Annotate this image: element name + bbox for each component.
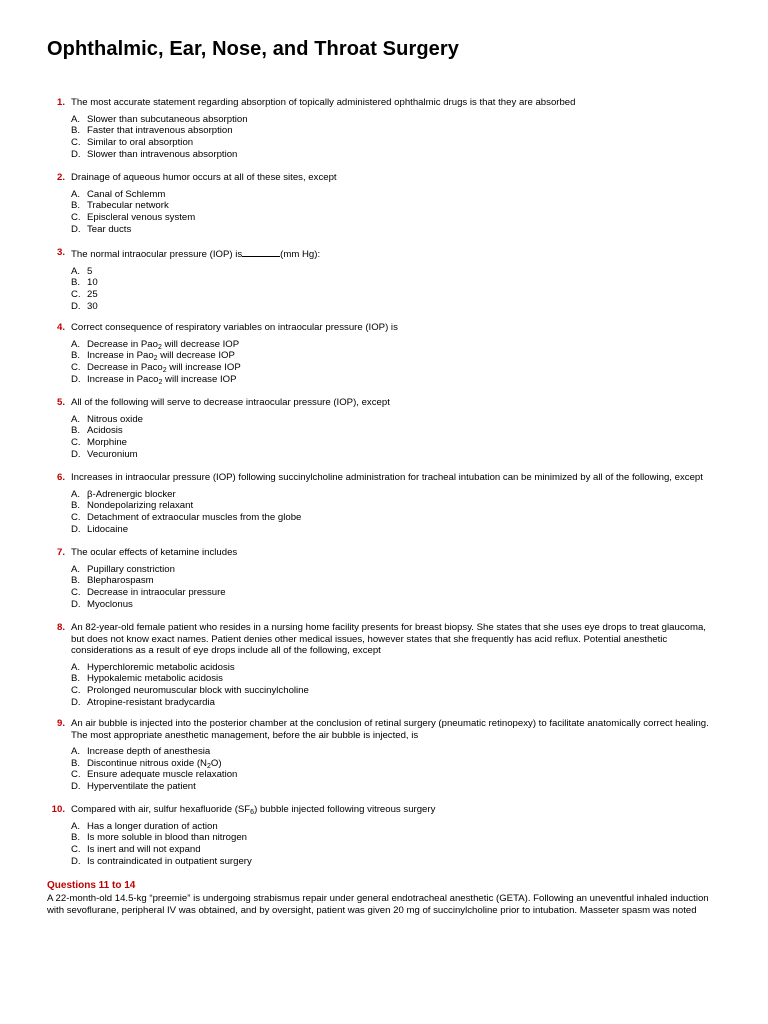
- question-number: 6.: [56, 472, 65, 483]
- option-letter: B.: [71, 125, 81, 137]
- option-text-part: Decrease in Pao: [87, 338, 158, 350]
- question-text: Drainage of aqueous humor occurs at all of these sites, except: [71, 172, 337, 183]
- answer-option: [71, 524, 717, 536]
- option-text: Ensure adequate muscle relaxation: [87, 769, 238, 781]
- option-text: Similar to oral absorption: [87, 136, 194, 148]
- answer-option: [71, 224, 717, 236]
- option-list: [47, 114, 717, 161]
- option-letter: A.: [71, 413, 81, 425]
- answer-option: [71, 599, 717, 611]
- option-letter: B.: [71, 200, 81, 212]
- option-text: Acidosis: [87, 425, 123, 437]
- option-letter: C.: [71, 136, 81, 148]
- answer-option: [71, 449, 717, 461]
- option-list: [47, 821, 717, 868]
- question-item: [47, 322, 717, 385]
- answer-option: [71, 746, 717, 758]
- option-list: [47, 339, 717, 386]
- question-stem: [47, 622, 717, 657]
- question-stem: [47, 472, 717, 484]
- option-list: [47, 489, 717, 536]
- answer-option: [71, 362, 717, 374]
- option-text: Canal of Schlemm: [87, 188, 166, 200]
- answer-option: [71, 137, 717, 149]
- option-letter: B.: [71, 673, 81, 685]
- option-text-part: O): [210, 757, 222, 769]
- option-text-part: Increase in Paco: [87, 373, 159, 385]
- option-letter: B.: [71, 575, 81, 587]
- question-item: [47, 172, 717, 235]
- option-text: Tear ducts: [87, 223, 132, 235]
- question-text: An air bubble is injected into the posterior chamber at the conclusion of retinal surgery (pneumatic retinopexy) to facilitate anatomically correct healing. The most appropriate anesthetic management, before the air bubble is injected, is: [71, 718, 709, 741]
- answer-option: [71, 277, 717, 289]
- answer-option: [71, 350, 717, 362]
- answer-option: [71, 301, 717, 313]
- question-text: The ocular effects of ketamine includes: [71, 547, 238, 558]
- option-text: Is more soluble in blood than nitrogen: [87, 832, 247, 844]
- question-item: [47, 547, 717, 610]
- option-letter: C.: [71, 843, 81, 855]
- option-text: Morphine: [87, 436, 127, 448]
- option-letter: A.: [71, 265, 81, 277]
- option-text-part: will increase IOP: [166, 361, 241, 373]
- option-letter: A.: [71, 820, 81, 832]
- question-item: [47, 804, 717, 867]
- option-letter: A.: [71, 113, 81, 125]
- answer-option: [71, 374, 717, 386]
- option-list: [47, 662, 717, 709]
- subscript: 2: [153, 355, 158, 363]
- option-text: Hyperchloremic metabolic acidosis: [87, 661, 235, 673]
- question-text-part: The normal intraocular pressure (IOP) is: [71, 249, 243, 260]
- answer-option: [71, 114, 717, 126]
- option-letter: D.: [71, 696, 81, 708]
- option-text: Hypokalemic metabolic acidosis: [87, 673, 223, 685]
- question-stem: [47, 718, 717, 741]
- question-number: 5.: [56, 397, 65, 408]
- question-text: All of the following will serve to decrease intraocular pressure (IOP), except: [71, 397, 390, 408]
- option-text: Is contraindicated in outpatient surgery: [87, 855, 252, 867]
- option-text: β-Adrenergic blocker: [87, 488, 176, 500]
- question-text-part: Compared with air, sulfur hexafluoride (SF: [71, 804, 251, 815]
- option-list: [47, 266, 717, 313]
- answer-option: [71, 289, 717, 301]
- option-letter: D.: [71, 300, 81, 312]
- option-letter: C.: [71, 361, 81, 373]
- option-text: Detachment of extraocular muscles from the globe: [87, 511, 302, 523]
- question-item: [47, 97, 717, 160]
- answer-option: [71, 500, 717, 512]
- option-letter: C.: [71, 436, 81, 448]
- option-letter: C.: [71, 586, 81, 598]
- option-letter: B.: [71, 350, 81, 362]
- subscript: 2: [162, 366, 167, 374]
- option-letter: B.: [71, 425, 81, 437]
- option-text-part: Decrease in Paco: [87, 361, 163, 373]
- question-stem: [47, 547, 717, 559]
- option-text: Faster that intravenous absorption: [87, 125, 233, 137]
- answer-option: [71, 212, 717, 224]
- option-letter: C.: [71, 684, 81, 696]
- option-list: [47, 414, 717, 461]
- answer-option: [71, 266, 717, 278]
- answer-option: [71, 781, 717, 793]
- answer-option: [71, 673, 717, 685]
- question-stem: [47, 247, 717, 261]
- option-letter: A.: [71, 563, 81, 575]
- option-text: 25: [87, 288, 98, 300]
- option-text: Lidocaine: [87, 523, 129, 535]
- option-letter: D.: [71, 373, 81, 385]
- option-text: Trabecular network: [87, 200, 169, 212]
- question-number: 3.: [56, 247, 65, 258]
- option-letter: D.: [71, 448, 81, 460]
- option-text: Pupillary constriction: [87, 563, 175, 575]
- option-letter: D.: [71, 855, 81, 867]
- answer-option: [71, 437, 717, 449]
- option-text: Atropine-resistant bradycardia: [87, 696, 215, 708]
- question-number: 1.: [56, 97, 65, 108]
- question-text-part: ) bubble injected following vitreous surgery: [254, 804, 436, 815]
- question-number: 9.: [56, 718, 65, 729]
- option-letter: A.: [71, 488, 81, 500]
- option-text: 30: [87, 300, 98, 312]
- answer-option: [71, 125, 717, 137]
- option-text: Decrease in intraocular pressure: [87, 586, 226, 598]
- answer-option: [71, 489, 717, 501]
- answer-option: [71, 339, 717, 351]
- option-text: Prolonged neuromuscular block with succinylcholine: [87, 684, 309, 696]
- answer-blank: [242, 247, 280, 257]
- option-letter: D.: [71, 781, 81, 793]
- option-letter: A.: [71, 188, 81, 200]
- question-item: [47, 247, 717, 312]
- question-stem: [47, 397, 717, 409]
- question-number: 8.: [56, 622, 65, 633]
- answer-option: [71, 149, 717, 161]
- question-number: 2.: [56, 172, 65, 183]
- answer-option: [71, 769, 717, 781]
- question-text: The most accurate statement regarding absorption of topically administered ophthalmic drugs is that they are absorbed: [71, 97, 576, 108]
- subscript: 2: [206, 762, 211, 770]
- option-text: Vecuronium: [87, 448, 138, 460]
- answer-option: [71, 564, 717, 576]
- option-letter: D.: [71, 148, 81, 160]
- question-number: 7.: [56, 547, 65, 558]
- question-text-part: (mm Hg):: [280, 249, 321, 260]
- option-letter: A.: [71, 338, 81, 350]
- option-text-part: Increase in Pao: [87, 350, 154, 362]
- option-text: Myoclonus: [87, 598, 133, 610]
- question-number: 4.: [56, 322, 65, 333]
- option-text: Nondepolarizing relaxant: [87, 500, 194, 512]
- option-text: Slower than intravenous absorption: [87, 148, 238, 160]
- question-stem: [47, 172, 717, 184]
- answer-option: [71, 844, 717, 856]
- option-text: Hyperventilate the patient: [87, 781, 196, 793]
- section-heading: Questions 11 to 14: [47, 880, 136, 891]
- answer-option: [71, 697, 717, 709]
- option-letter: B.: [71, 757, 81, 769]
- answer-option: [71, 587, 717, 599]
- subscript: 2: [157, 343, 162, 351]
- option-letter: D.: [71, 523, 81, 535]
- option-text: Blepharospasm: [87, 575, 154, 587]
- option-letter: B.: [71, 277, 81, 289]
- option-letter: A.: [71, 746, 81, 757]
- question-stem: [47, 97, 717, 109]
- option-list: [47, 746, 717, 793]
- answer-option: [71, 685, 717, 697]
- question-stem: [47, 804, 717, 816]
- option-text: 10: [87, 277, 98, 289]
- answer-option: [71, 821, 717, 833]
- option-text-part: will increase IOP: [162, 373, 237, 385]
- answer-option: [71, 575, 717, 587]
- question-item: [47, 397, 717, 460]
- answer-option: [71, 758, 717, 770]
- option-list: [47, 189, 717, 236]
- answer-option: [71, 414, 717, 426]
- answer-option: [71, 662, 717, 674]
- option-letter: B.: [71, 832, 81, 844]
- question-stem: [47, 322, 717, 334]
- option-list: [47, 564, 717, 611]
- question-text: Increases in intraocular pressure (IOP) following succinylcholine administration for tracheal intubation can be minimized by all of the following, except: [71, 472, 703, 483]
- question-item: [47, 718, 717, 793]
- option-letter: D.: [71, 598, 81, 610]
- section-paragraph: A 22-month-old 14.5-kg “preemie” is undergoing strabismus repair under general endotracheal anesthetic (GETA). Following an uneventful inhaled induction with sevoflurane, peripheral IV was obtained, and by oversight, patient was given 20 mg of succinylcholine prior to intubation. Masseter spasm was noted: [47, 893, 709, 916]
- option-letter: B.: [71, 500, 81, 512]
- question-item: [47, 472, 717, 535]
- option-letter: A.: [71, 661, 81, 673]
- option-text-part: Discontinue nitrous oxide (N: [87, 757, 207, 769]
- question-text: Correct consequence of respiratory variables on intraocular pressure (IOP) is: [71, 322, 398, 333]
- option-letter: D.: [71, 223, 81, 235]
- option-letter: C.: [71, 211, 81, 223]
- page-title: Ophthalmic, Ear, Nose, and Throat Surgery: [47, 38, 459, 60]
- option-text: Has a longer duration of action: [87, 820, 218, 832]
- option-letter: C.: [71, 511, 81, 523]
- option-letter: C.: [71, 288, 81, 300]
- subscript: 2: [158, 378, 163, 386]
- answer-option: [71, 189, 717, 201]
- question-item: [47, 622, 717, 708]
- answer-option: [71, 425, 717, 437]
- answer-option: [71, 200, 717, 212]
- question-text: An 82-year-old female patient who resides in a nursing home facility presents for breast biopsy. She states that she uses eye drops to treat glaucoma, but does not know exact names. Patient denies other medical issues, however states that she frequently has acid reflux. Potential anesthetic considerations as a result of eye drops include all of the following, except: [71, 622, 706, 656]
- subscript: 6: [250, 809, 255, 816]
- option-text: 5: [87, 265, 93, 277]
- option-text-part: will decrease IOP: [157, 350, 235, 362]
- option-letter: C.: [71, 769, 81, 781]
- option-text-part: will decrease IOP: [161, 338, 240, 350]
- answer-option: [71, 512, 717, 524]
- option-text: Episcleral venous system: [87, 211, 196, 223]
- answer-option: [71, 832, 717, 844]
- option-text: Is inert and will not expand: [87, 843, 201, 855]
- answer-option: [71, 856, 717, 868]
- option-text: Nitrous oxide: [87, 413, 143, 425]
- question-number: 10.: [51, 804, 65, 815]
- option-text: Slower than subcutaneous absorption: [87, 113, 248, 125]
- option-text: Increase depth of anesthesia: [87, 746, 211, 757]
